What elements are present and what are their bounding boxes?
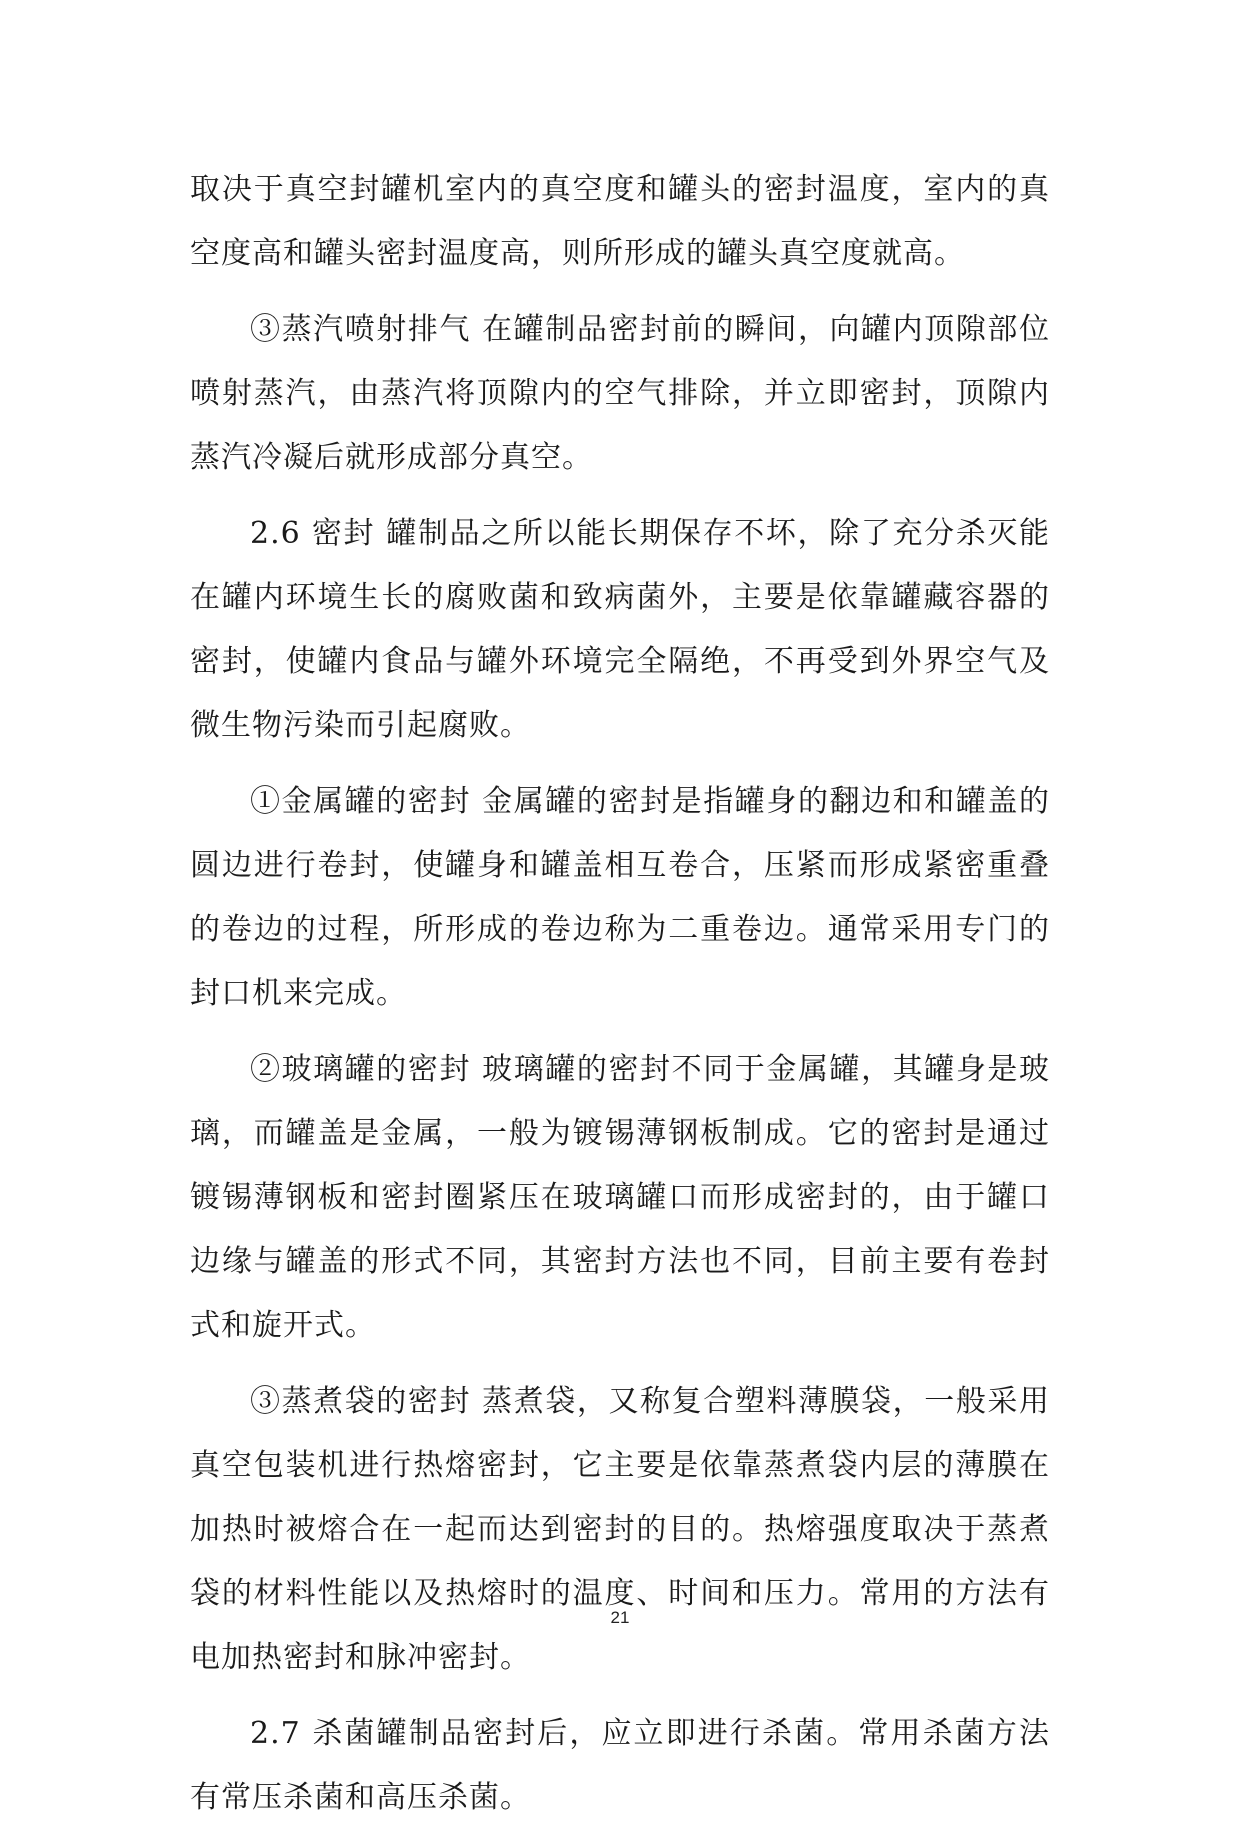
paragraph-steam-injection-exhaust: ③蒸汽喷射排气 在罐制品密封前的瞬间，向罐内顶隙部位喷射蒸汽，由蒸汽将顶隙内的空气排除，并立即密封，顶隙内蒸汽冷凝后就形成部分真空。 <box>190 312 1050 475</box>
paragraph-retort-pouch-sealing: ③蒸煮袋的密封 蒸煮袋，又称复合塑料薄膜袋，一般采用真空包装机进行热熔密封，它主要是依靠蒸煮袋内层的薄膜在加热时被熔合在一起而达到密封的目的。热熔强度取决于蒸煮袋的材料性能以及热熔时的温度、时间和压力。常用的方法有电加热密封和脉冲密封。 <box>190 1384 1050 1675</box>
paragraph-section-2-6-sealing: 2.6 密封 罐制品之所以能长期保存不坏，除了充分杀灭能在罐内环境生长的腐败菌和致病菌外，主要是依靠罐藏容器的密封，使罐内食品与罐外环境完全隔绝，不再受到外界空气及微生物污染而引起腐败。 <box>190 516 1050 743</box>
paragraph-glass-jar-sealing: ②玻璃罐的密封 玻璃罐的密封不同于金属罐，其罐身是玻璃，而罐盖是金属，一般为镀锡薄钢板制成。它的密封是通过镀锡薄钢板和密封圈紧压在玻璃罐口而形成密封的，由于罐口边缘与罐盖的形式不同，其密封方法也不同，目前主要有卷封式和旋开式。 <box>190 1052 1050 1343</box>
paragraph-continuation: 取决于真空封罐机室内的真空度和罐头的密封温度，室内的真空度高和罐头密封温度高，则所形成的罐头真空度就高。 <box>190 172 1050 271</box>
paragraph-section-2-7-sterilization: 2.7 杀菌罐制品密封后，应立即进行杀菌。常用杀菌方法有常压杀菌和高压杀菌。 <box>190 1716 1050 1815</box>
page-number: 21 <box>610 1608 630 1627</box>
document-body <box>190 158 1050 1842</box>
paragraph-metal-can-sealing: ①金属罐的密封 金属罐的密封是指罐身的翻边和和罐盖的圆边进行卷封，使罐身和罐盖相互卷合，压紧而形成紧密重叠的卷边的过程，所形成的卷边称为二重卷边。通常采用专门的封口机来完成。 <box>190 784 1050 1011</box>
